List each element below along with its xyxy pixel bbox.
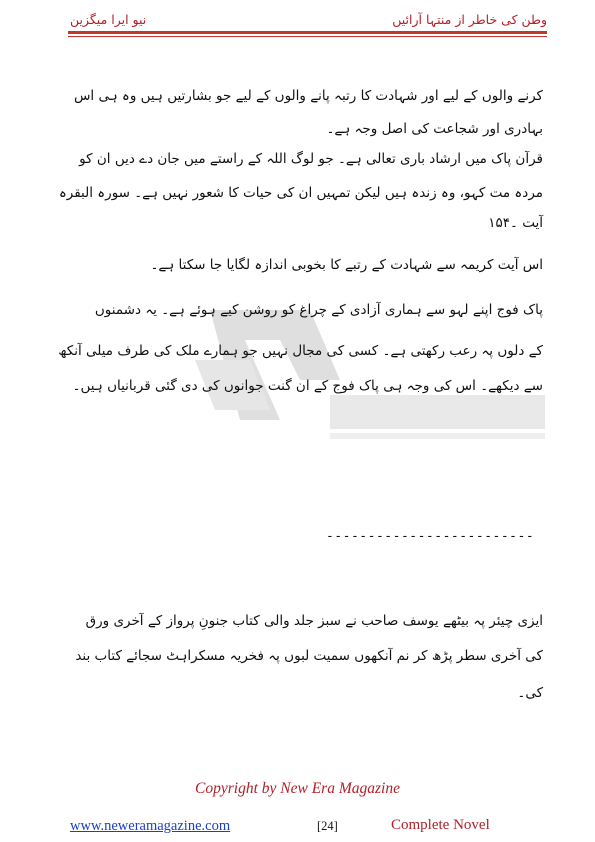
header-rule-thin [68, 36, 547, 37]
scene-separator: ------------------------- [326, 529, 535, 544]
category-label: Complete Novel [391, 817, 490, 833]
body-line: مردہ مت کہو، وہ زندہ ہیں لیکن تمہیں ان کی حیات کا شعور نہیں ہے۔ سورہ البقرہ [58, 185, 543, 201]
copyright-notice: Copyright by New Era Magazine [195, 780, 400, 797]
body-line: کی آخری سطر پڑھ کر نم آنکھوں سمیت لبوں پہ فخریہ مسکراہٹ سجائے کتاب بند [75, 648, 543, 664]
body-line: بہادری اور شجاعت کی اصل وجہ ہے۔ [326, 121, 543, 137]
body-line: کرنے والوں کے لیے اور شہادت کا رتبہ پانے والوں کے لیے جو بشارتیں ہیں وہ ہی اس [73, 88, 543, 104]
body-line: سے دیکھے۔ اس کی وجہ ہی پاک فوج کے ان گنت جوانوں کی دی گئی قربانیاں ہیں۔ [72, 378, 543, 394]
website-link[interactable]: www.neweramagazine.com [70, 818, 231, 834]
novel-title: وطن کی خاطر از منتہا آرائیں [392, 12, 547, 27]
body-line: آیت ۔۱۵۴ [488, 215, 543, 231]
header-rule-thick [68, 31, 547, 34]
body-line: اس آیت کریمہ سے شہادت کے رتبے کا بخوبی اندازہ لگایا جا سکتا ہے۔ [150, 257, 543, 273]
body-line: پاک فوج اپنے لہو سے ہماری آزادی کے چراغ کو روشن کیے ہوئے ہے۔ یہ دشمنوں [94, 302, 543, 318]
body-line: کی۔ [517, 685, 543, 701]
page-number: [24] [317, 819, 338, 833]
body-line: قرآن پاک میں ارشاد باری تعالی ہے۔ جو لوگ اللہ کے راستے میں جان دے دیں ان کو [79, 151, 543, 167]
body-line: کے دلوں پہ رعب رکھتی ہے۔ کسی کی مجال نہیں جو ہمارے ملک کی طرف میلی آنکھ [58, 343, 543, 359]
body-line: ایزی چیئر پہ بیٹھے یوسف صاحب نے سبز جلد والی کتاب جنونِ پرواز کے آخری ورق [85, 613, 543, 629]
magazine-name: نیو ایرا میگزین [70, 12, 147, 27]
